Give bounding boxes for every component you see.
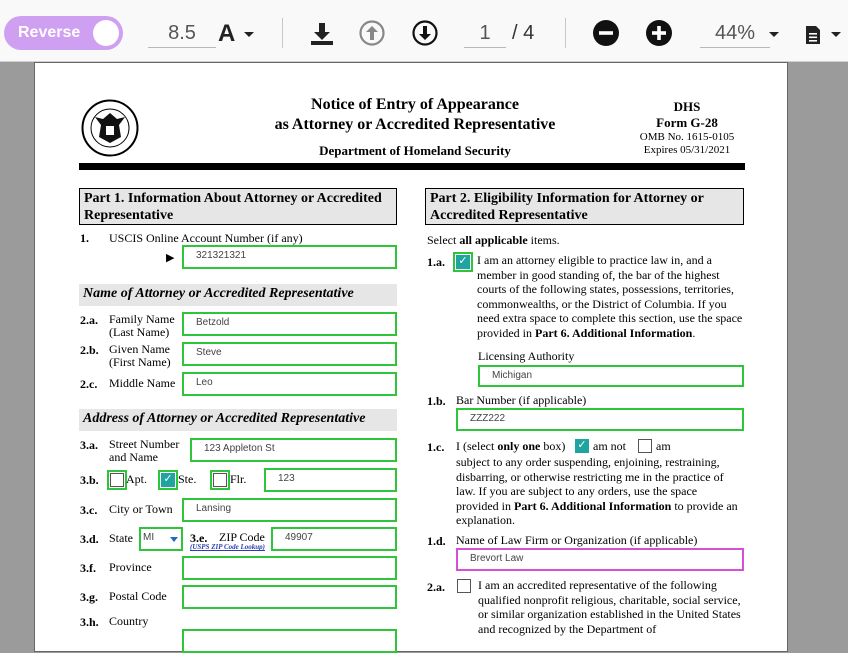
header-divider (79, 163, 745, 170)
q3a-label: Street Number and Name (109, 437, 180, 464)
q3c-label: City or Town (109, 502, 173, 516)
q3a-number: 3.a. (80, 438, 98, 452)
licensing-authority-field[interactable]: Michigan (478, 365, 744, 387)
q3f-label: Province (109, 560, 152, 574)
q2a-number: 2.a. (80, 313, 98, 327)
law-firm-field[interactable]: Brevort Law (456, 548, 744, 571)
arrow-up-circle-icon[interactable] (358, 19, 386, 47)
checkbox-box (213, 473, 227, 487)
q3d-number: 3.d. (80, 532, 99, 546)
q2b-number: 2.b. (80, 343, 99, 357)
q3h-label: Country (109, 614, 149, 628)
unit-number-field[interactable]: 123 (264, 468, 397, 492)
q2c-label: Middle Name (109, 376, 176, 390)
q1c-number: 1.c. (427, 440, 445, 454)
chevron-down-icon (170, 537, 178, 542)
font-icon: A (218, 20, 235, 47)
check-icon: ✓ (456, 255, 470, 269)
am-checkbox[interactable] (638, 439, 652, 453)
chevron-down-icon[interactable] (768, 31, 780, 39)
form-id-block (625, 99, 749, 157)
arrow-right-icon: ▶ (166, 252, 175, 264)
licensing-authority-label: Licensing Authority (478, 349, 575, 363)
q1b-number: 1.b. (427, 394, 446, 408)
bar-number-field[interactable]: ZZZ222 (456, 408, 744, 431)
flr-label: Flr. (230, 472, 247, 486)
q1a-number: 1.a. (427, 255, 445, 269)
ste-label: Ste. (178, 472, 197, 486)
zip-lookup-link[interactable]: (USPS ZIP Code Lookup) (190, 543, 265, 551)
department-name: Department of Homeland Security (319, 143, 511, 158)
pdf-toolbar (0, 0, 848, 62)
q3e-label: ZIP Code (219, 530, 265, 544)
reverse-label: Reverse (18, 24, 81, 41)
q3f-number: 3.f. (80, 561, 96, 575)
q3h-number: 3.h. (80, 615, 99, 629)
province-field[interactable] (182, 556, 397, 580)
q2a-label: Family Name (Last Name) (109, 312, 175, 339)
q1b-label: Bar Number (if applicable) (456, 393, 587, 407)
toolbar-divider (282, 18, 283, 48)
am-not-checkbox[interactable]: ✓ (575, 439, 589, 453)
part1-title: Part 1. Information About Attorney or Accredited Representative (79, 188, 397, 225)
part2-title: Part 2. Eligibility Information for Attorney or Accredited Representative (425, 188, 744, 225)
attorney-checkbox[interactable] (453, 252, 473, 272)
middle-name-field[interactable]: Leo (182, 372, 397, 396)
q3g-label: Postal Code (109, 589, 167, 603)
pdf-page (34, 62, 788, 652)
toolbar-divider (565, 18, 566, 48)
am-label: am (656, 439, 671, 453)
q3e-number: 3.e. (190, 531, 208, 545)
q1a-text: I am an attorney eligible to practice law in, and a member in good standing of, the bar of the highest courts of the following states, possessions, territories, commonwealths, or the District of Columbia. If you need extra space to complete this section, use the space provided in Part 6. Additional Information. (477, 253, 743, 340)
page-total: / 4 (512, 22, 535, 44)
state-value: MI (143, 532, 155, 543)
document-menu-icon[interactable] (804, 24, 822, 46)
page-number-input[interactable]: 1 (464, 22, 506, 48)
postal-code-field[interactable] (182, 585, 397, 609)
zoom-out-icon[interactable] (592, 19, 620, 47)
uscis-account-field[interactable]: 321321321 (182, 245, 397, 269)
q2c-number: 2.c. (80, 377, 98, 391)
font-size-input[interactable]: 8.5 (148, 22, 216, 48)
check-icon: ✓ (161, 473, 175, 487)
q2a-text-p2: I am an accredited representative of the following qualified nonprofit religious, charitable, social service, or similar organization established in the United States and recognized by the Department of (478, 578, 741, 636)
family-name-field[interactable]: Betzold (182, 312, 397, 336)
title-line-2: as Attorney or Accredited Representative (274, 116, 556, 133)
font-menu-button[interactable] (218, 20, 255, 48)
agency-label: DHS (673, 99, 701, 114)
ste-checkbox[interactable] (158, 470, 178, 490)
q3c-number: 3.c. (80, 503, 98, 517)
am-not-label: am not (593, 439, 626, 453)
expiration-date: Expires 05/31/2021 (643, 144, 731, 156)
zip-field[interactable]: 49907 (271, 527, 397, 551)
chevron-down-icon[interactable] (830, 31, 842, 39)
chevron-down-icon (243, 31, 255, 39)
state-select[interactable] (139, 527, 183, 551)
reverse-toggle[interactable] (4, 16, 123, 50)
q2b-label: Given Name (First Name) (109, 342, 171, 369)
arrow-down-circle-icon[interactable] (411, 19, 439, 47)
accredited-rep-checkbox[interactable] (457, 579, 471, 593)
q1c-text: subject to any order suspending, enjoining, restraining, disbarring, or otherwise restricting me in the practice of law. If you are subject to any orders, use the space provided in Part 6. Additional Information to provide an explanation. (456, 455, 738, 528)
form-title (255, 95, 575, 135)
apt-label: Apt. (126, 472, 147, 486)
download-icon[interactable] (308, 20, 336, 48)
checkbox-box (110, 473, 124, 487)
q1d-label: Name of Law Firm or Organization (if applicable) (456, 533, 698, 547)
q3b-number: 3.b. (80, 473, 99, 487)
zoom-value: 44% (714, 22, 756, 44)
q2a-number-p2: 2.a. (427, 580, 445, 594)
q1-label: USCIS Online Account Number (if any) (109, 231, 303, 245)
dhs-seal-icon (81, 99, 139, 157)
given-name-field[interactable]: Steve (182, 342, 397, 366)
zoom-in-icon[interactable] (645, 19, 673, 47)
street-field[interactable]: 123 Appleton St (190, 438, 397, 462)
q1c-intro: I (select only one box) (456, 439, 566, 453)
apt-checkbox[interactable] (107, 470, 127, 490)
q1d-number: 1.d. (427, 534, 446, 548)
address-section-header: Address of Attorney or Accredited Representative (79, 409, 397, 431)
q1-number: 1. (80, 231, 89, 245)
title-line-1: Notice of Entry of Appearance (311, 96, 519, 113)
q3d-label: State (109, 531, 133, 545)
omb-number: OMB No. 1615-0105 (639, 131, 735, 143)
flr-checkbox[interactable] (210, 470, 230, 490)
part2-intro: Select all applicable items. (427, 233, 560, 247)
country-field[interactable] (182, 629, 397, 653)
toggle-knob (93, 20, 119, 46)
q3g-number: 3.g. (80, 590, 98, 604)
form-number: Form G-28 (656, 115, 718, 130)
name-section-header: Name of Attorney or Accredited Representative (79, 284, 397, 306)
zoom-select[interactable] (700, 22, 770, 48)
city-field[interactable]: Lansing (182, 498, 397, 522)
